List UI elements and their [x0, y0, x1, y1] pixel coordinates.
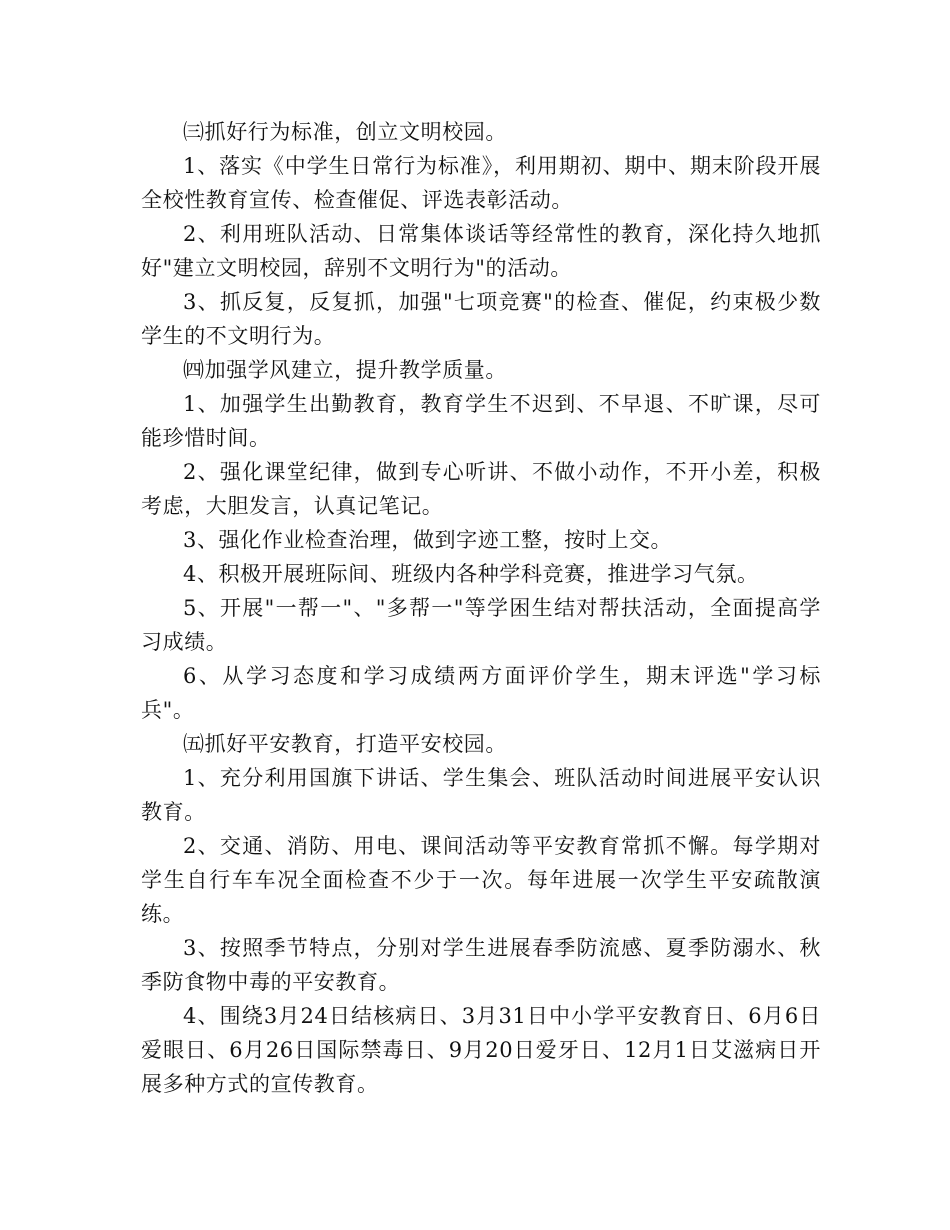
paragraph: 1、落实《中学生日常行为标准》，利用期初、期中、期末阶段开展全校性教育宣传、检查催促、评选表彰活动。 [141, 154, 821, 212]
paragraph: 3、抓反复，反复抓，加强"七项竞赛"的检查、催促，约束极少数学生的不文明行为。 [141, 290, 821, 348]
section-heading-4: ㈣加强学风建立，提升教学质量。 [183, 358, 507, 382]
paragraph: 4、围绕3月24日结核病日、3月31日中小学平安教育日、6月6日爱眼日、6月26日国际禁毒日、9月20日爱牙日、12月1日艾滋病日开展多种方式的宣传教育。 [141, 1004, 821, 1096]
paragraph: 2、强化课堂纪律，做到专心听讲、不做小动作，不开小差，积极考虑，大胆发言，认真记笔记。 [141, 460, 821, 518]
paragraph: 2、利用班队活动、日常集体谈话等经常性的教育，深化持久地抓好"建立文明校园，辞别不文明行为"的活动。 [141, 222, 821, 280]
paragraph: 4、积极开展班际间、班级内各种学科竞赛，推进学习气氛。 [183, 562, 759, 586]
paragraph: 1、加强学生出勤教育，教育学生不迟到、不早退、不旷课，尽可能珍惜时间。 [141, 392, 821, 450]
section-heading-3: ㈢抓好行为标准，创立文明校园。 [183, 120, 507, 144]
paragraph: 2、交通、消防、用电、课间活动等平安教育常抓不懈。每学期对学生自行车车况全面检查不少于一次。每年进展一次学生平安疏散演练。 [141, 834, 821, 926]
paragraph: 3、强化作业检查治理，做到字迹工整，按时上交。 [183, 528, 673, 552]
document-body [141, 115, 821, 1101]
paragraph: 6、从学习态度和学习成绩两方面评价学生，期末评选"学习标兵"。 [141, 664, 821, 722]
paragraph: 1、充分利用国旗下讲话、学生集会、班队活动时间进展平安认识教育。 [141, 766, 821, 824]
paragraph: 3、按照季节特点，分别对学生进展春季防流感、夏季防溺水、秋季防食物中毒的平安教育。 [141, 936, 821, 994]
paragraph: 5、开展"一帮一"、"多帮一"等学困生结对帮扶活动，全面提高学习成绩。 [141, 596, 821, 654]
section-heading-5: ㈤抓好平安教育，打造平安校园。 [183, 732, 507, 756]
